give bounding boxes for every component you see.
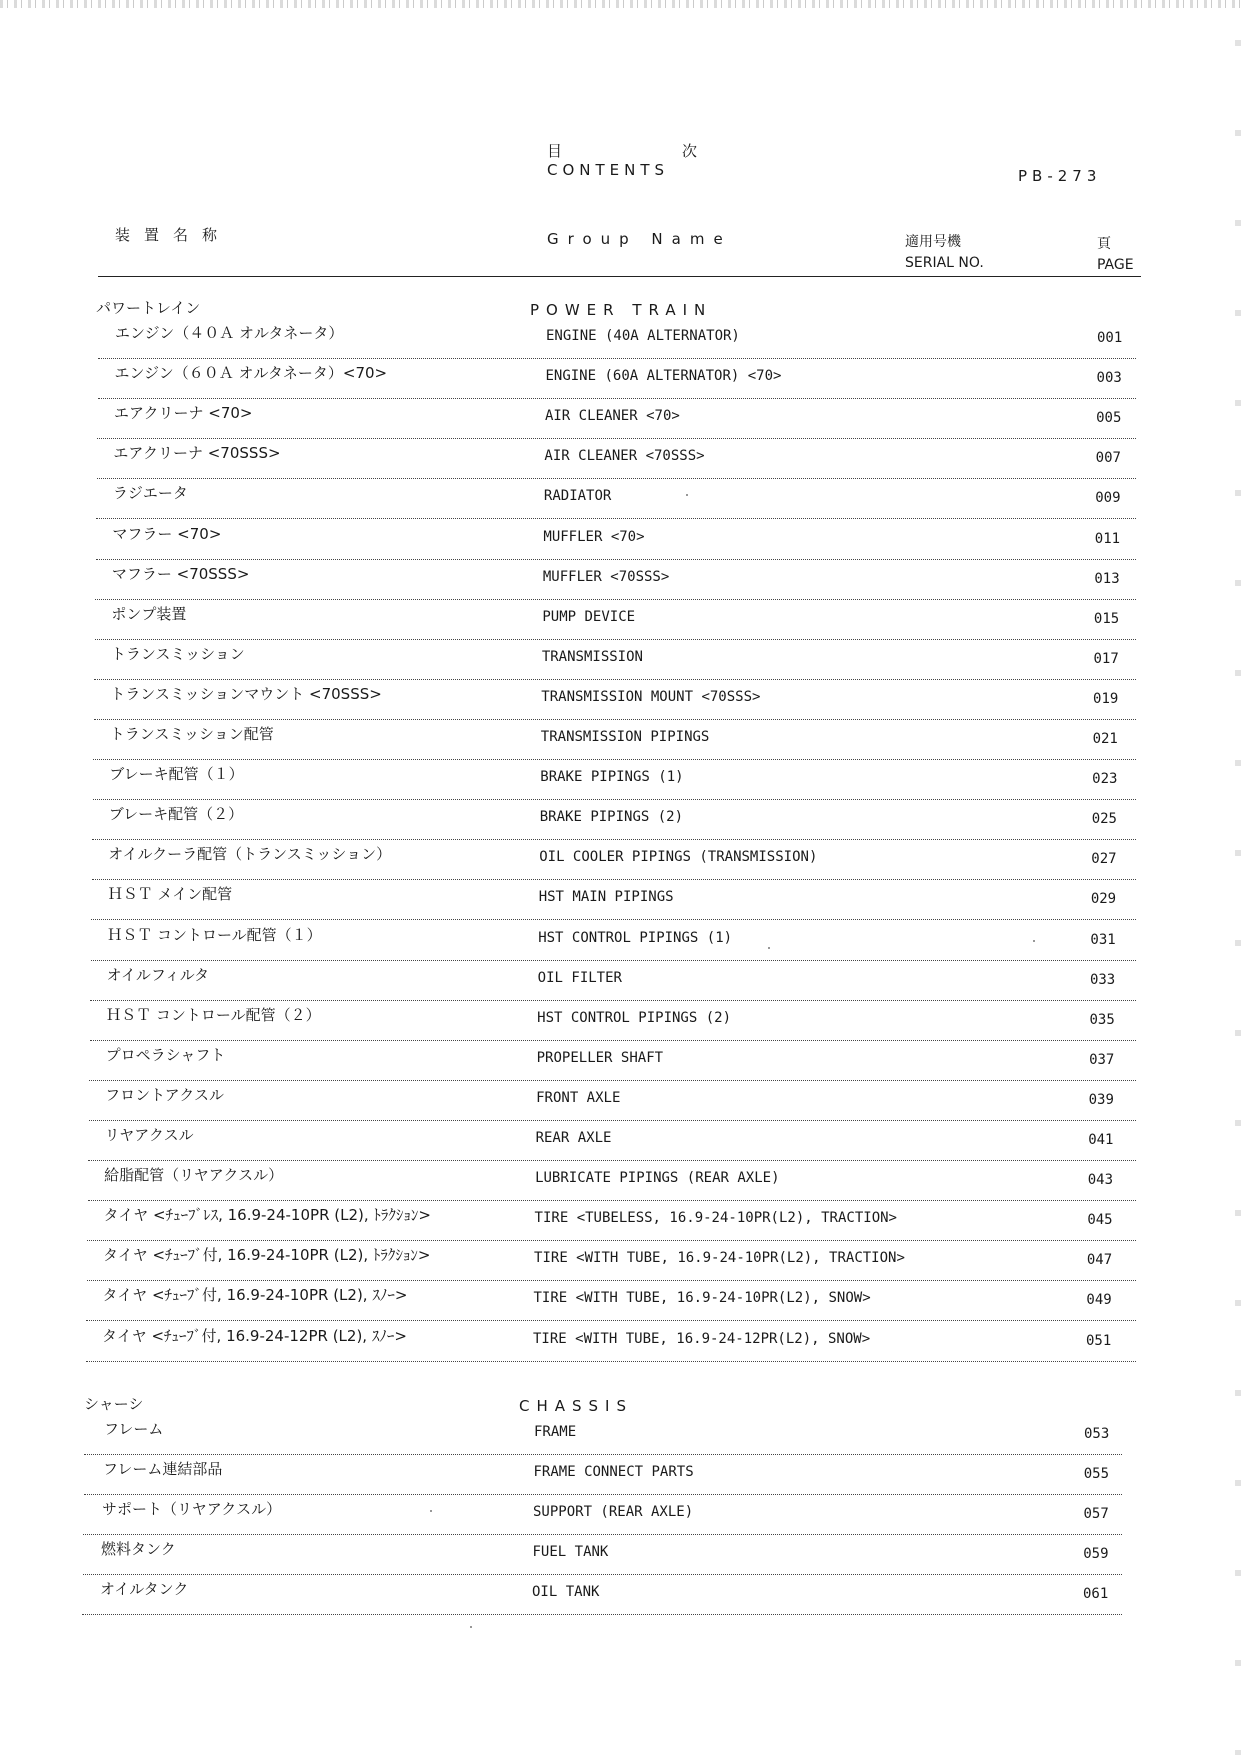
toc-row[interactable] xyxy=(95,599,1136,640)
toc-name-jp: エアクリーナ <70SSS> xyxy=(113,444,281,463)
toc-page-number: 051 xyxy=(1086,1332,1112,1349)
section-title-jp: パワートレイン xyxy=(96,299,201,317)
serial-en-label: SERIAL NO. xyxy=(905,255,984,271)
toc-page-number: 057 xyxy=(1083,1506,1109,1523)
toc-row[interactable] xyxy=(97,398,1136,439)
toc-name-en: TIRE <WITH TUBE, 16.9-24-12PR(L2), SNOW> xyxy=(533,1330,871,1347)
page-en-label: PAGE xyxy=(1097,257,1134,273)
section-title-en: POWER TRAIN xyxy=(530,301,713,319)
toc-page-number: 049 xyxy=(1086,1292,1112,1309)
toc-page-number: 027 xyxy=(1091,851,1117,868)
toc-page-number: 037 xyxy=(1089,1051,1115,1068)
toc-name-jp: ＨＳＴ コントロール配管（２） xyxy=(106,1005,321,1024)
toc-name-jp: トランスミッションマウント <70SSS> xyxy=(110,684,382,703)
toc-page-number: 011 xyxy=(1094,530,1121,547)
column-header-serial xyxy=(905,232,984,274)
toc-row[interactable] xyxy=(89,1080,1136,1121)
scan-edge-top xyxy=(0,0,1241,8)
toc-page-number: 043 xyxy=(1087,1172,1114,1189)
toc-row[interactable] xyxy=(87,1240,1136,1281)
toc-row[interactable] xyxy=(84,1454,1123,1495)
toc-name-jp: マフラー <70SSS> xyxy=(111,564,250,583)
toc-page-number: 053 xyxy=(1084,1426,1110,1442)
toc-page-number: 025 xyxy=(1091,811,1117,828)
toc-row[interactable] xyxy=(89,1040,1136,1081)
toc-name-en: FRAME CONNECT PARTS xyxy=(533,1464,694,1481)
toc-page-number: 013 xyxy=(1094,570,1120,587)
toc-name-en: TRANSMISSION xyxy=(541,648,643,665)
toc-name-jp: ブレーキ配管（１） xyxy=(109,765,244,784)
toc-name-en: LUBRICATE PIPINGS (REAR AXLE) xyxy=(535,1170,780,1187)
toc-name-jp: ＨＳＴ コントロール配管（１） xyxy=(107,925,322,944)
toc-name-en: PROPELLER SHAFT xyxy=(536,1049,664,1066)
title-jp-right: 次 xyxy=(681,142,697,160)
toc-row[interactable] xyxy=(83,1494,1122,1535)
toc-name-jp: フレーム xyxy=(104,1420,164,1438)
toc-row[interactable] xyxy=(98,318,1136,359)
toc-row[interactable] xyxy=(97,438,1136,479)
toc-name-en: FRAME xyxy=(534,1424,577,1440)
toc-name-jp: エンジン（６０Ａ オルタネータ）<70> xyxy=(114,364,388,383)
toc-name-en: RADIATOR xyxy=(543,488,612,505)
toc-name-jp: トランスミッション配管 xyxy=(109,725,274,743)
toc-row[interactable] xyxy=(84,1414,1122,1455)
toc-name-en: TIRE <WITH TUBE, 16.9-24-10PR(L2), SNOW> xyxy=(533,1290,871,1307)
column-header-name-jp: 装置名称 xyxy=(115,226,232,244)
toc-row[interactable] xyxy=(98,358,1136,399)
toc-name-jp: オイルフィルタ xyxy=(106,965,210,984)
toc-name-en: TRANSMISSION MOUNT <70SSS> xyxy=(541,688,761,705)
toc-row[interactable] xyxy=(88,1120,1136,1161)
column-header-page xyxy=(1097,234,1134,276)
toc-row[interactable] xyxy=(92,799,1136,840)
toc-name-jp: タイヤ <ﾁｭｰﾌﾞﾚｽ, 16.9-24-10PR (L2), ﾄﾗｸｼｮﾝ> xyxy=(103,1206,431,1225)
toc-page-number: 015 xyxy=(1093,610,1120,627)
toc-name-en: MUFFLER <70SSS> xyxy=(542,568,670,585)
toc-page-number: 017 xyxy=(1093,650,1119,667)
toc-name-jp: サポート（リヤアクスル） xyxy=(102,1500,282,1519)
title-english: CONTENTS xyxy=(547,161,670,179)
toc-name-jp: ラジエータ xyxy=(112,484,188,503)
toc-name-en: PUMP DEVICE xyxy=(542,608,636,625)
toc-name-en: FUEL TANK xyxy=(532,1544,609,1561)
toc-row[interactable] xyxy=(86,1321,1136,1362)
toc-page-number: 031 xyxy=(1090,931,1116,948)
page-jp-label: 頁 xyxy=(1097,236,1111,252)
scan-speck xyxy=(686,494,688,496)
section-title-en: CHASSIS xyxy=(519,1397,634,1415)
toc-page-number: 009 xyxy=(1095,490,1121,507)
toc-name-en: BRAKE PIPINGS (1) xyxy=(540,769,684,786)
toc-name-en: FRONT AXLE xyxy=(536,1089,621,1106)
toc-page-number: 055 xyxy=(1083,1466,1110,1483)
title-jp-left: 目 xyxy=(547,142,563,160)
toc-page-number: 021 xyxy=(1092,731,1118,747)
toc-row[interactable] xyxy=(82,1574,1122,1615)
toc-page-number: 019 xyxy=(1093,690,1119,707)
scan-edge-right xyxy=(1235,0,1241,1755)
toc-name-en: ENGINE (40A ALTERNATOR) xyxy=(546,328,740,344)
toc-name-en: AIR CLEANER <70SSS> xyxy=(544,448,705,465)
scan-speck xyxy=(768,947,770,949)
toc-name-en: HST MAIN PIPINGS xyxy=(538,889,674,906)
toc-page-number: 059 xyxy=(1083,1546,1109,1563)
toc-row[interactable] xyxy=(87,1200,1136,1241)
toc-name-jp: エンジン（４０Ａ オルタネータ） xyxy=(115,324,344,342)
toc-page-number: 033 xyxy=(1089,971,1116,988)
toc-row[interactable] xyxy=(86,1280,1136,1321)
header-divider xyxy=(98,276,1141,277)
toc-page-number: 001 xyxy=(1097,330,1123,346)
toc-name-en: TIRE <WITH TUBE, 16.9-24-10PR(L2), TRACTION> xyxy=(534,1250,905,1267)
toc-page-number: 035 xyxy=(1089,1011,1115,1028)
toc-page-number: 041 xyxy=(1088,1132,1114,1148)
toc-row[interactable] xyxy=(91,920,1136,961)
toc-row[interactable] xyxy=(94,679,1136,720)
toc-name-jp: リヤアクスル xyxy=(104,1126,194,1144)
toc-name-jp: ＨＳＴ メイン配管 xyxy=(107,885,233,904)
toc-row[interactable] xyxy=(96,519,1136,560)
toc-row[interactable] xyxy=(90,960,1136,1001)
toc-name-jp: マフラー <70> xyxy=(112,524,222,543)
toc-name-jp: フロントアクスル xyxy=(105,1085,225,1104)
toc-row[interactable] xyxy=(83,1534,1123,1575)
toc-name-en: MUFFLER <70> xyxy=(543,528,645,545)
toc-name-en: HST CONTROL PIPINGS (2) xyxy=(537,1009,732,1026)
toc-page-number: 023 xyxy=(1092,771,1118,788)
toc-page-number: 045 xyxy=(1087,1212,1113,1229)
toc-name-jp: タイヤ <ﾁｭｰﾌﾞ付, 16.9-24-10PR (L2), ｽﾉｰ> xyxy=(102,1286,408,1305)
toc-name-jp: トランスミッション xyxy=(110,644,245,663)
toc-name-en: TIRE <TUBELESS, 16.9-24-10PR(L2), TRACTION> xyxy=(534,1210,897,1227)
toc-name-jp: ブレーキ配管（２） xyxy=(108,805,244,824)
toc-row[interactable] xyxy=(92,839,1136,880)
toc-name-en: AIR CLEANER <70> xyxy=(544,408,680,425)
toc-name-en: SUPPORT (REAR AXLE) xyxy=(533,1504,694,1521)
toc-page-number: 007 xyxy=(1095,450,1121,467)
toc-name-jp: エアクリーナ <70> xyxy=(113,404,253,423)
toc-name-en: ENGINE (60A ALTERNATOR) <70> xyxy=(545,368,782,385)
column-header-group-name: Group Name xyxy=(547,230,732,248)
scan-speck xyxy=(470,1626,472,1628)
toc-name-jp: 燃料タンク xyxy=(101,1540,176,1559)
toc-name-en: OIL FILTER xyxy=(537,969,622,986)
toc-name-jp: 給脂配管（リヤアクスル） xyxy=(104,1166,284,1185)
toc-name-en: OIL TANK xyxy=(532,1584,600,1601)
toc-row[interactable] xyxy=(94,639,1136,680)
toc-name-en: TRANSMISSION PIPINGS xyxy=(540,729,710,745)
toc-row[interactable] xyxy=(96,478,1136,519)
toc-name-en: REAR AXLE xyxy=(535,1130,612,1146)
toc-page-number: 029 xyxy=(1090,891,1117,908)
title-japanese xyxy=(547,140,697,161)
scan-speck xyxy=(430,1510,432,1512)
document-code: PB-273 xyxy=(1018,167,1102,185)
section-title-jp: シャーシ xyxy=(84,1395,144,1413)
toc-page-number: 039 xyxy=(1088,1091,1114,1108)
toc-name-jp: オイルクーラ配管（トランスミッション） xyxy=(108,845,392,864)
toc-name-jp: プロペラシャフト xyxy=(105,1045,226,1064)
serial-jp-label: 適用号機 xyxy=(905,234,961,250)
toc-page-number: 005 xyxy=(1096,410,1122,427)
toc-row[interactable] xyxy=(93,759,1136,800)
toc-name-jp: フレーム連結部品 xyxy=(103,1460,223,1479)
toc-name-en: HST CONTROL PIPINGS (1) xyxy=(538,929,733,946)
scan-speck xyxy=(1033,940,1035,942)
toc-name-jp: オイルタンク xyxy=(100,1580,189,1599)
toc-row[interactable] xyxy=(93,719,1136,760)
toc-page-number: 047 xyxy=(1086,1252,1113,1269)
toc-row[interactable] xyxy=(95,559,1136,600)
toc-page-number: 061 xyxy=(1083,1586,1109,1603)
toc-row[interactable] xyxy=(91,879,1136,920)
toc-name-jp: ポンプ装置 xyxy=(111,604,187,623)
toc-name-en: BRAKE PIPINGS (2) xyxy=(539,809,684,826)
toc-name-jp: タイヤ <ﾁｭｰﾌﾞ付, 16.9-24-12PR (L2), ｽﾉｰ> xyxy=(102,1326,407,1345)
toc-page-number: 003 xyxy=(1096,370,1122,387)
toc-row[interactable] xyxy=(90,1000,1136,1041)
toc-name-en: OIL COOLER PIPINGS (TRANSMISSION) xyxy=(539,849,818,866)
toc-name-jp: タイヤ <ﾁｭｰﾌﾞ付, 16.9-24-10PR (L2), ﾄﾗｸｼｮﾝ> xyxy=(103,1246,431,1265)
toc-row[interactable] xyxy=(88,1160,1136,1201)
